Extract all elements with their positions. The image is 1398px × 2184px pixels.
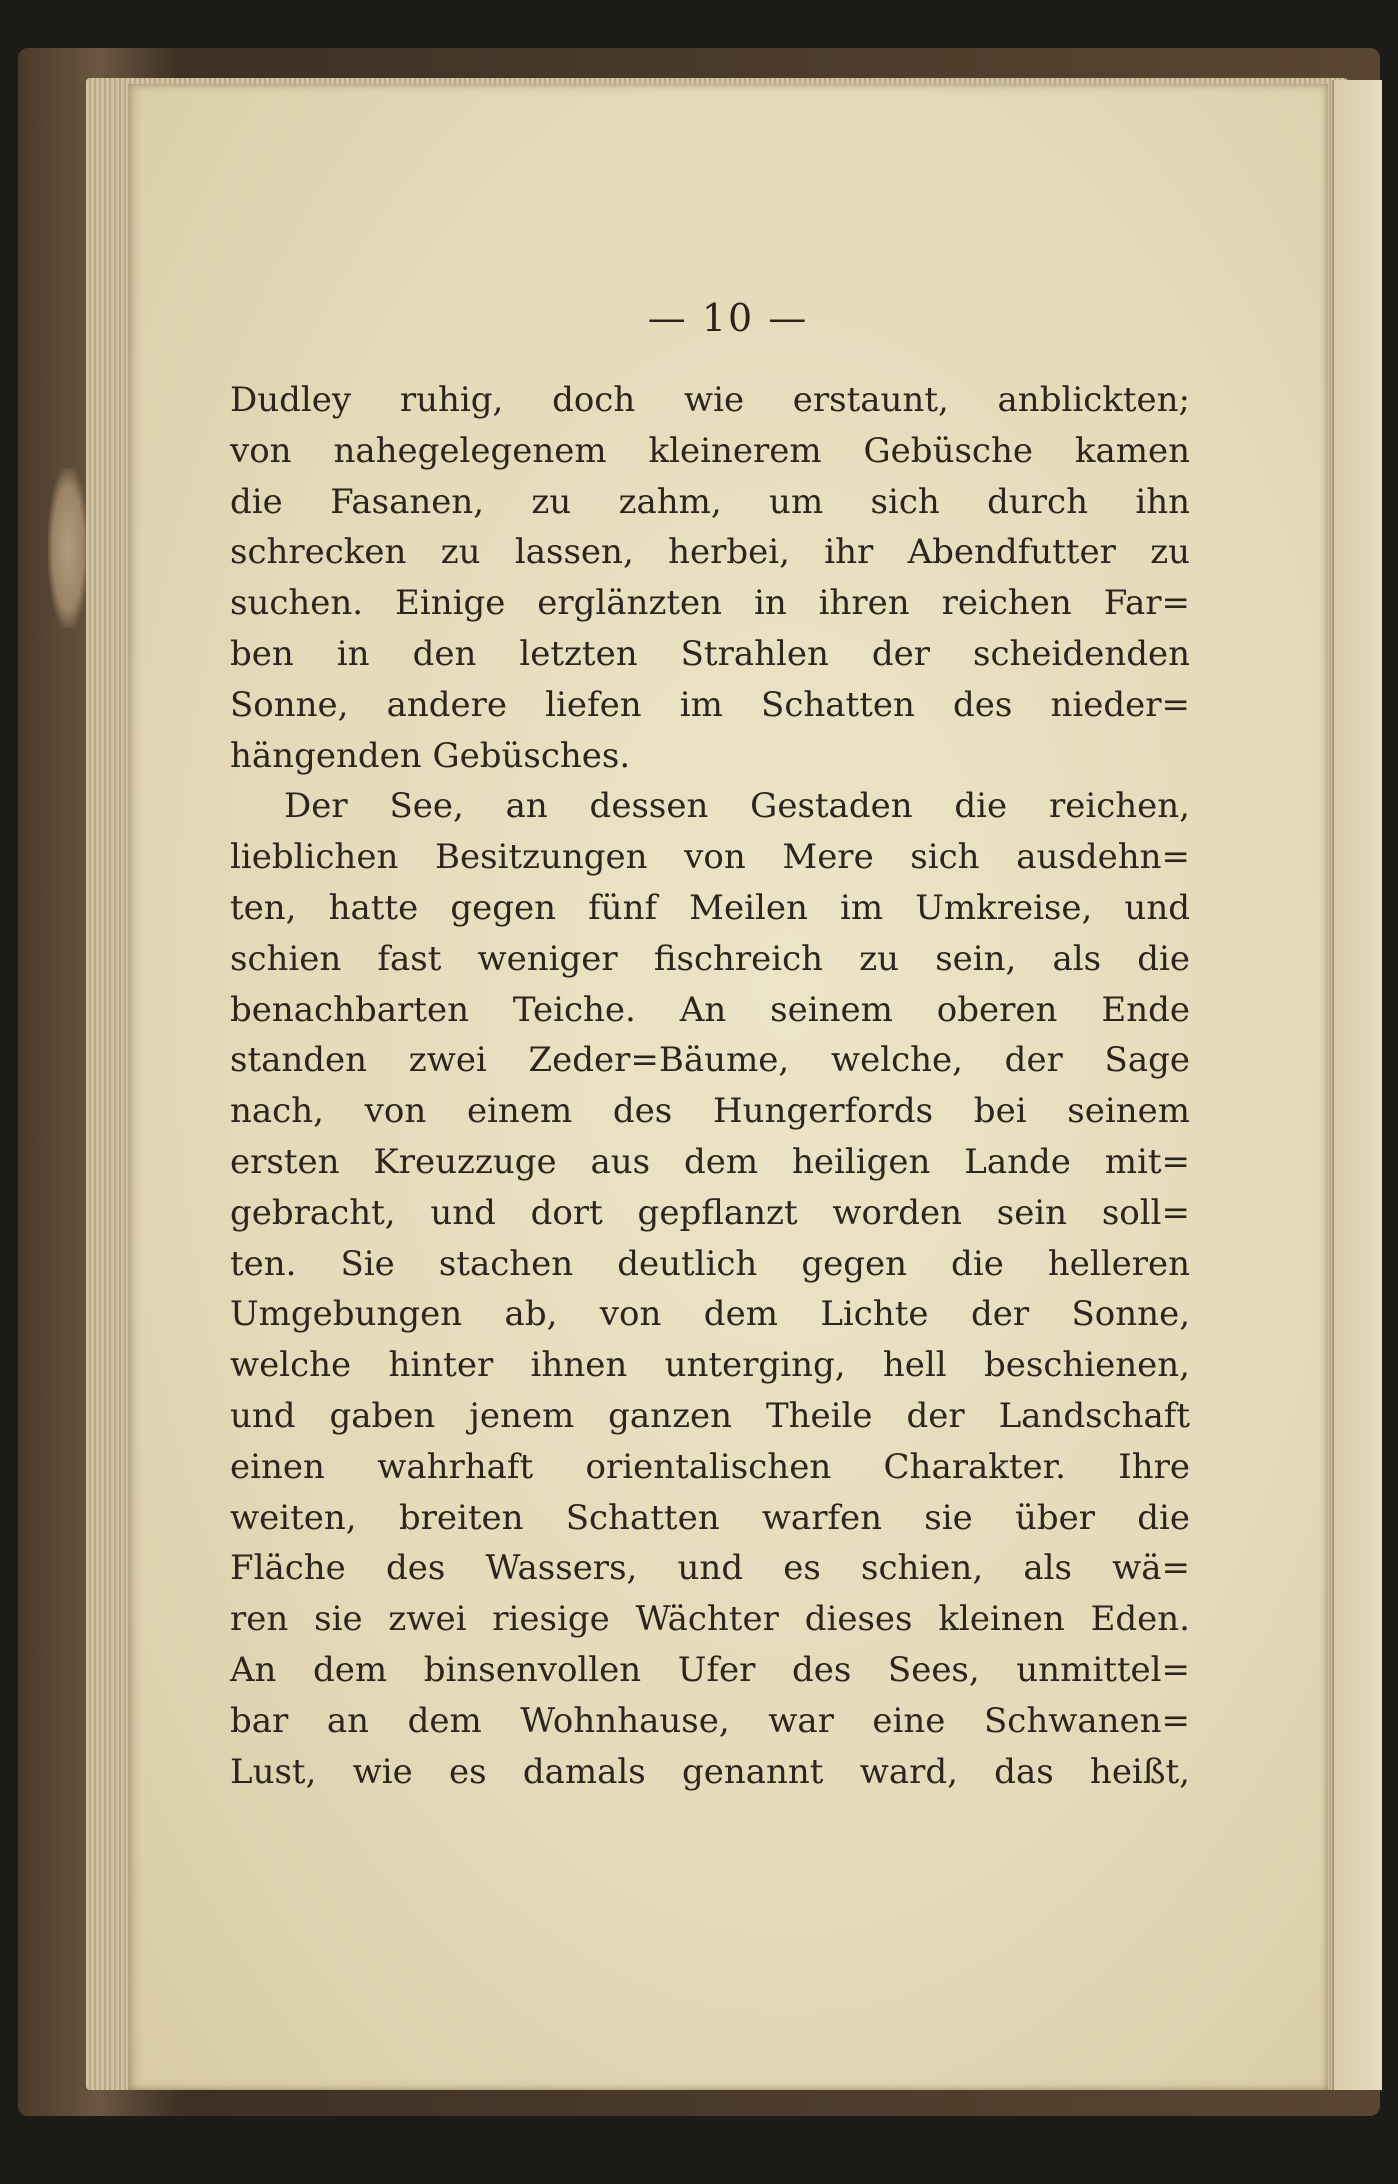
- text-line: lieblichen Besitzungen von Mere sich ausdehn=: [230, 837, 1190, 878]
- text-line: nach, von einem des Hungerfords bei seinem: [230, 1091, 1190, 1132]
- text-line: Fläche des Wassers, und es schien, als wä=: [230, 1548, 1190, 1589]
- text-line: schien fast weniger fischreich zu sein, als die: [230, 938, 1190, 979]
- text-line: standen zwei Zeder=Bäume, welche, der Sage: [230, 1040, 1190, 1081]
- text-line: die Fasanen, zu zahm, um sich durch ihn: [230, 481, 1190, 522]
- text-line: Umgebungen ab, von dem Lichte der Sonne,: [230, 1294, 1190, 1335]
- text-line: Der See, an dessen Gestaden die reichen,: [284, 786, 1190, 827]
- cover-wear-mark: [48, 468, 88, 628]
- text-line: schrecken zu lassen, herbei, ihr Abendfutter zu: [230, 532, 1190, 573]
- text-line: ten. Sie stachen deutlich gegen die helleren: [230, 1243, 1190, 1284]
- text-line: weiten, breiten Schatten warfen sie über die: [230, 1497, 1190, 1538]
- page-number: — 10 —: [647, 296, 809, 340]
- text-line: von nahegelegenem kleinerem Gebüsche kamen: [230, 430, 1190, 471]
- text-line: suchen. Einige erglänzten in ihren reichen Far=: [230, 583, 1190, 624]
- text-line: benachbarten Teiche. An seinem oberen Ende: [230, 989, 1190, 1030]
- text-line: An dem binsenvollen Ufer des Sees, unmittel=: [230, 1649, 1190, 1690]
- text-line: Lust, wie es damals genannt ward, das heißt,: [230, 1751, 1190, 1792]
- text-line: Dudley ruhig, doch wie erstaunt, anblickten;: [230, 380, 1190, 420]
- text-line: ben in den letzten Strahlen der scheidenden: [230, 633, 1190, 674]
- body-text: [230, 375, 1190, 1797]
- text-line: ersten Kreuzzuge aus dem heiligen Lande mit=: [230, 1141, 1190, 1182]
- text-line: ten, hatte gegen fünf Meilen im Umkreise, und: [230, 887, 1190, 928]
- text-line: einen wahrhaft orientalischen Charakter. Ihre: [230, 1446, 1190, 1487]
- next-page-edge: [1332, 80, 1382, 2090]
- text-line: ren sie zwei riesige Wächter dieses kleinen Eden.: [230, 1599, 1190, 1640]
- text-line: bar an dem Wohnhause, war eine Schwanen=: [230, 1700, 1190, 1741]
- text-line: welche hinter ihnen unterging, hell beschienen,: [230, 1345, 1190, 1386]
- text-line: und gaben jenem ganzen Theile der Landschaft: [230, 1395, 1190, 1436]
- text-line: Sonne, andere liefen im Schatten des nieder=: [230, 684, 1190, 725]
- text-line: hängenden Gebüsches.: [230, 735, 631, 776]
- text-line: gebracht, und dort gepflanzt worden sein soll=: [230, 1192, 1190, 1233]
